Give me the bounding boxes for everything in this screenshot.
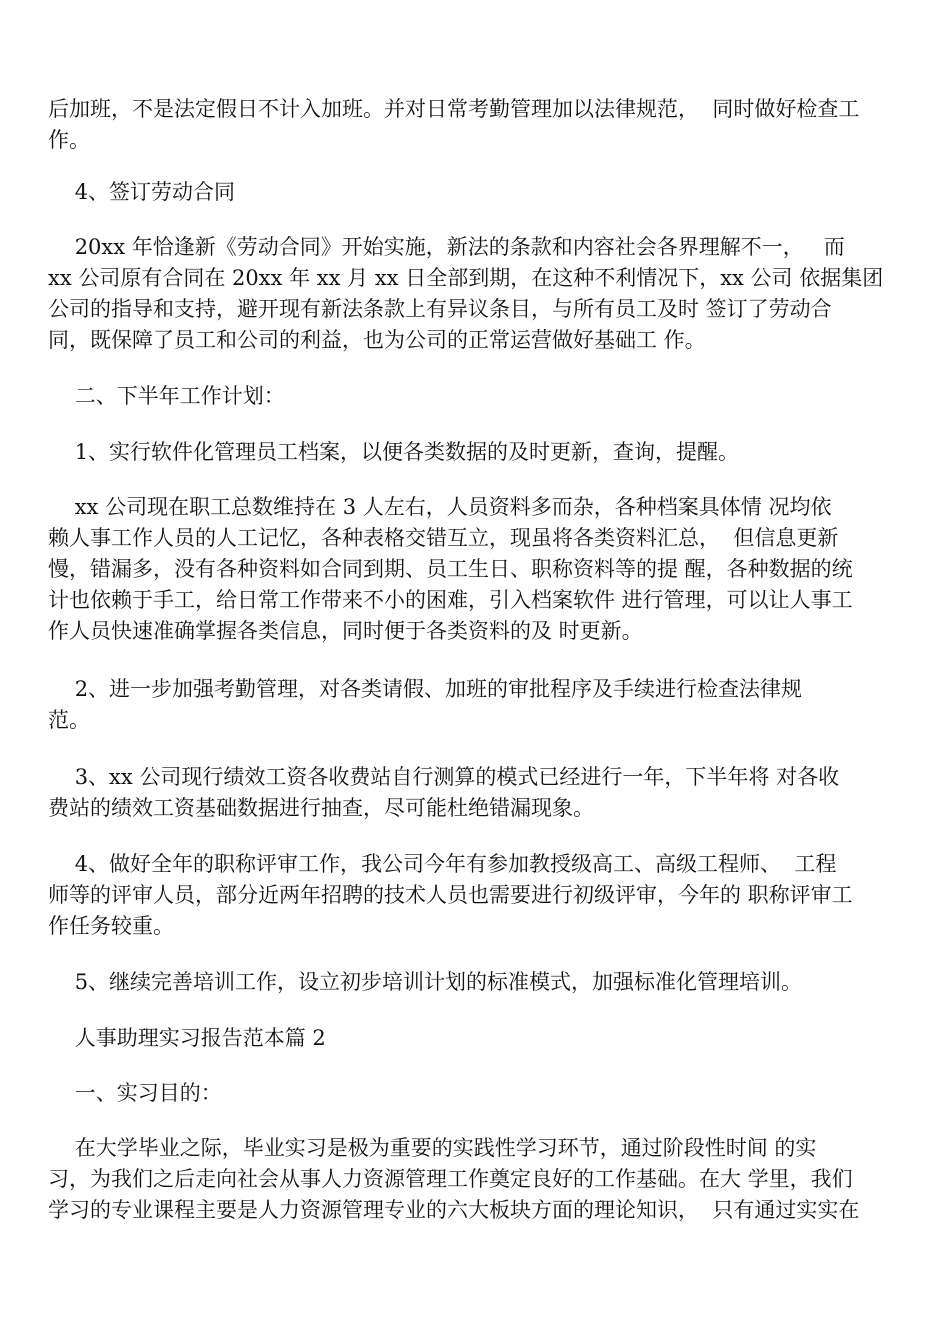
text-line: 4、签订劳动合同 (48, 180, 236, 204)
text-line: 4、做好全年的职称评审工作，我公司今年有参加教授级高工、高级工程师、 工程 (48, 852, 837, 876)
plan-item-3 (48, 762, 916, 824)
text-line: xx 公司现在职工总数维持在 3 人左右，人员资料多而杂，各种档案具体情 况均依 (48, 495, 832, 519)
text-line: 后加班，不是法定假日不计入加班。并对日常考勤管理加以法律规范， 同时做好检查工 (48, 97, 860, 121)
text-line: 习，为我们之后走向社会从事人力资源管理工作奠定良好的工作基础。在大 学里，我们 (48, 1167, 853, 1191)
section-title-report-2 (48, 1023, 916, 1054)
text-line: 费站的绩效工资基础数据进行抽查，尽可能杜绝错漏现象。 (48, 796, 594, 820)
text-line: 作任务较重。 (48, 914, 174, 938)
plan-item-5 (48, 967, 916, 998)
heading-sign-labor-contract (48, 177, 916, 208)
text-line: 慢，错漏多，没有各种资料如合同到期、员工生日、职称资料等的提 醒，各种数据的统 (48, 557, 853, 581)
plan-item-1 (48, 437, 916, 468)
text-line: 3、xx 公司现行绩效工资各收费站自行测算的模式已经进行一年，下半年将 对各收 (48, 765, 840, 789)
text-line: 1、实行软件化管理员工档案，以便各类数据的及时更新，查询，提醒。 (48, 440, 740, 464)
text-line: 一、实习目的： (48, 1081, 222, 1105)
text-line: xx 公司原有合同在 20xx 年 xx 月 xx 日全部到期，在这种不利情况下，xx 公司 依据集团 (48, 266, 884, 290)
text-line: 同，既保障了员工和公司的利益，也为公司的正常运营做好基础工 作。 (48, 328, 706, 352)
heading-internship-purpose (48, 1078, 916, 1109)
paragraph-overtime-rule (48, 94, 916, 156)
text-line: 计也依赖于手工，给日常工作带来不小的困难，引入档案软件 进行管理，可以让人事工 (48, 588, 853, 612)
paragraph-labor-contract (48, 232, 916, 356)
text-line: 二、下半年工作计划： (48, 384, 285, 408)
text-line: 作人员快速准确掌握各类信息，同时便于各类资料的及 时更新。 (48, 619, 643, 643)
paragraph-internship-purpose (48, 1133, 916, 1226)
text-line: 范。 (48, 708, 90, 732)
text-line: 赖人事工作人员的人工记忆，各种表格交错互立，现虽将各类资料汇总， 但信息更新 (48, 526, 839, 550)
heading-second-half-plan (48, 381, 916, 412)
paragraph-employee-records (48, 492, 916, 647)
text-line: 师等的评审人员，部分近两年招聘的技术人员也需要进行初级评审，今年的 职称评审工 (48, 883, 853, 907)
text-line: 20xx 年恰逢新《劳动合同》开始实施，新法的条款和内容社会各界理解不一， 而 (48, 235, 845, 259)
text-line: 作。 (48, 128, 90, 152)
plan-item-2 (48, 674, 916, 736)
plan-item-4 (48, 849, 916, 942)
text-line: 人事助理实习报告范本篇 2 (48, 1026, 326, 1050)
text-line: 在大学毕业之际，毕业实习是极为重要的实践性学习环节，通过阶段性时间 的实 (48, 1136, 817, 1160)
text-line: 5、继续完善培训工作，设立初步培训计划的标准模式，加强标准化管理培训。 (48, 970, 803, 994)
text-line: 公司的指导和支持，避开现有新法条款上有异议条目，与所有员工及时 签订了劳动合 (48, 297, 832, 321)
text-line: 学习的专业课程主要是人力资源管理专业的六大板块方面的理论知识， 只有通过实实在 (48, 1198, 860, 1222)
text-line: 2、进一步加强考勤管理，对各类请假、加班的审批程序及手续进行检查法律规 (48, 677, 803, 701)
